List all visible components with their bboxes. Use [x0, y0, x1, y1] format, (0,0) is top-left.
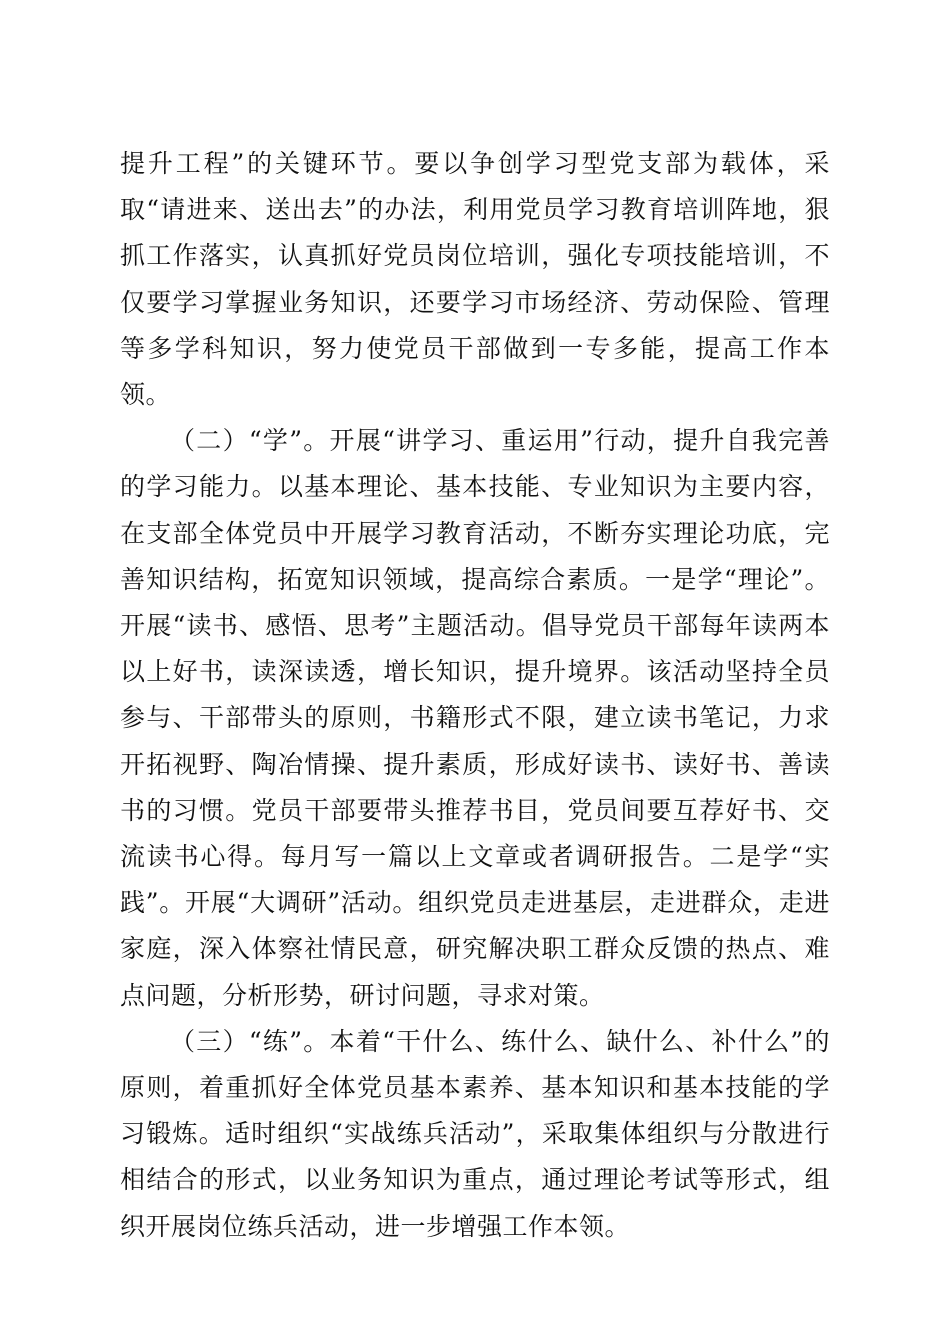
- paragraph-section-3-practice: （三）“练”。本着“干什么、练什么、缺什么、补什么”的原则，着重抓好全体党员基本素养、基本知识和基本技能的学习锻炼。适时组织“实战练兵活动”，采取集体组织与分散进行相结合的形式，以业务知识为重点，通过理论考试等形式，组织开展岗位练兵活动，进一步增强工作本领。: [120, 1026, 830, 1241]
- body-text: [120, 141, 830, 1250]
- paragraph-continuation: 提升工程”的关键环节。要以争创学习型党支部为载体，采取“请进来、送出去”的办法，利用党员学习教育培训阵地，狠抓工作落实，认真抓好党员岗位培训，强化专项技能培训，不仅要学习掌握业务知识，还要学习市场经济、劳动保险、管理等多学科知识，努力使党员干部做到一专多能，提高工作本领。: [120, 149, 830, 410]
- paragraph-section-2-study: （二）“学”。开展“讲学习、重运用”行动，提升自我完善的学习能力。以基本理论、基本技能、专业知识为主要内容，在支部全体党员中开展学习教育活动，不断夯实理论功底，完善知识结构，拓宽知识领域，提高综合素质。一是学“理论”。开展“读书、感悟、思考”主题活动。倡导党员干部每年读两本以上好书，读深读透，增长知识，提升境界。该活动坚持全员参与、干部带头的原则，书籍形式不限，建立读书笔记，力求开拓视野、陶冶情操、提升素质，形成好读书、读好书、善读书的习惯。党员干部要带头推荐书目，党员间要互荐好书、交流读书心得。每月写一篇以上文章或者调研报告。二是学“实践”。开展“大调研”活动。组织党员走进基层，走进群众，走进家庭，深入体察社情民意，研究解决职工群众反馈的热点、难点问题，分析形势，研讨问题，寻求对策。: [120, 426, 830, 1010]
